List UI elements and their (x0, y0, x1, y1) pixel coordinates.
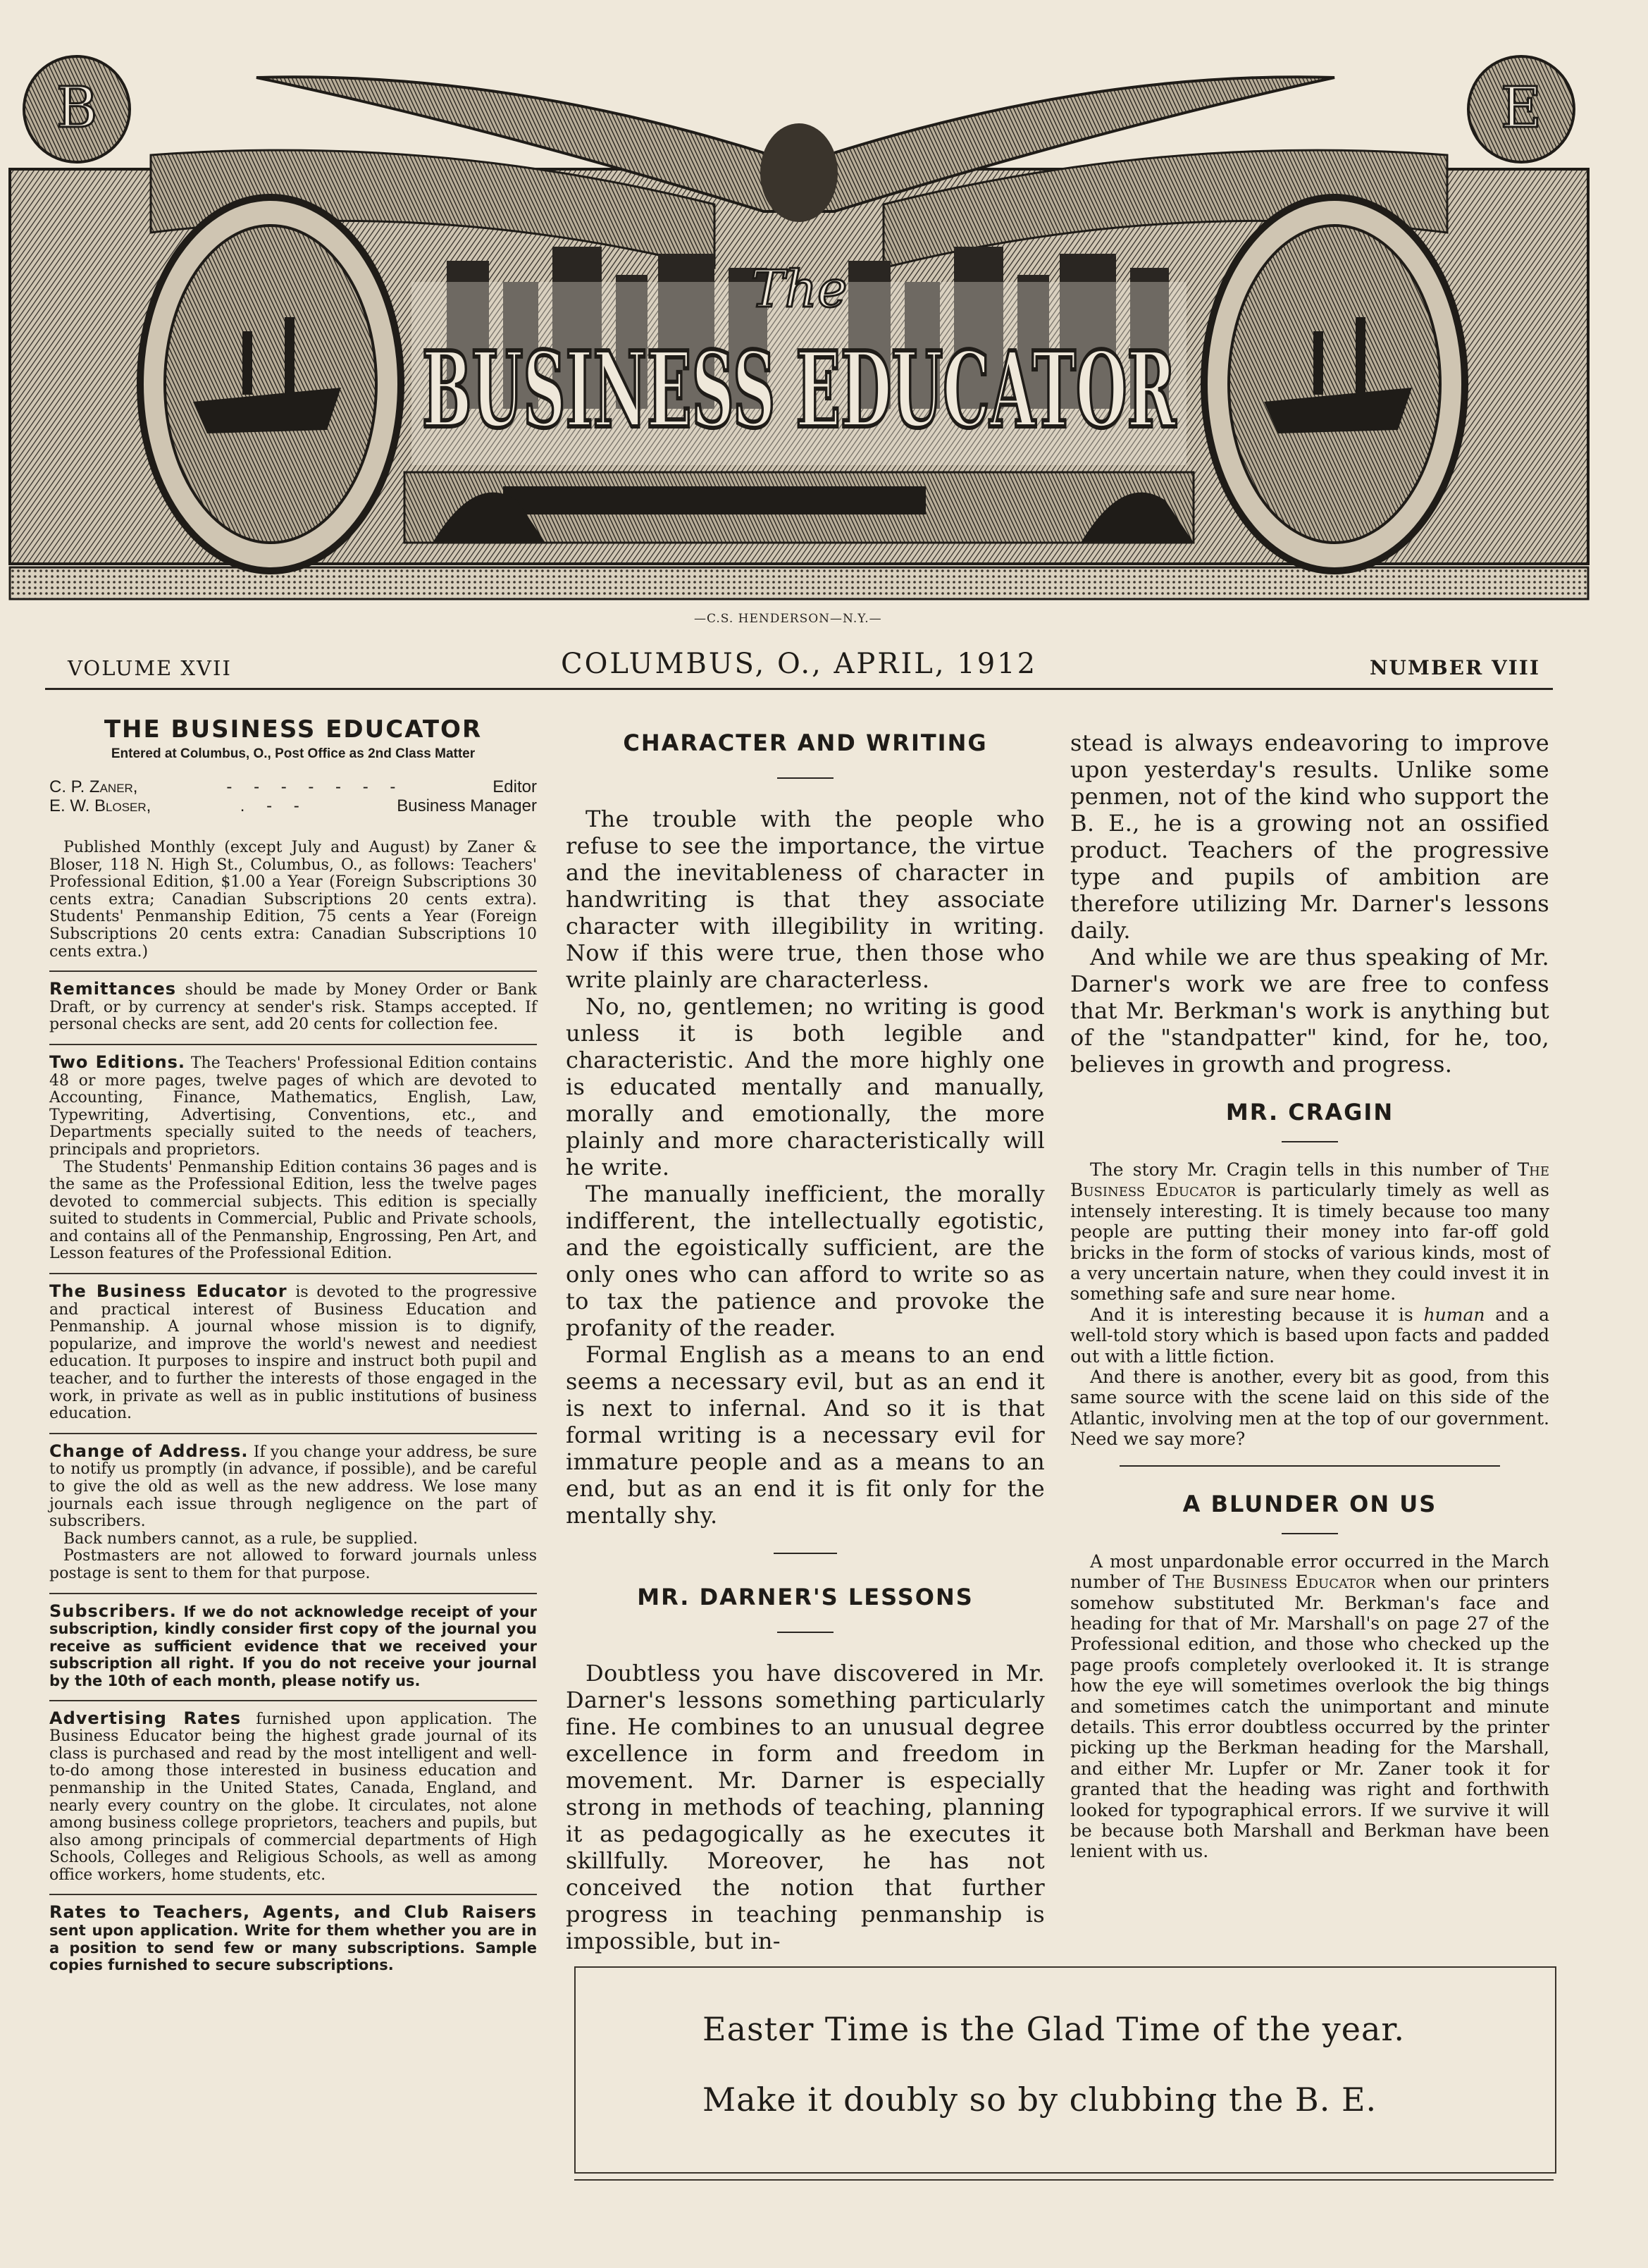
place-date: COLUMBUS, O., APRIL, 1912 (561, 648, 1038, 680)
svg-text:E: E (1500, 75, 1542, 140)
editions-text-1: The Teachers' Professional Edition contains 48 or more pages, twelve pages of which are devoted to Accounting, Finance, Mathematics, English, Law, Typewriting, Advertising, Conventions, etc., and Departments specially suited to the needs of teachers, principals and proprietors. (49, 1054, 537, 1159)
article-body-blunder (1070, 1551, 1549, 1862)
remittances-section (49, 972, 537, 1045)
paragraph: The trouble with the people who refuse to see the importance, the virtue and the inevitableness of character in handwriting is that they associate character with illegibility in writing. Now if this were true, then those who write plainly are characterless. (566, 806, 1045, 993)
paragraph: Formal English as a means to an end seems a necessary evil, but as an end it is next to infernal. And so it is that formal writing is a necessary evil for immature people and as a means to an end, but as an end it is fit only for the mentally shy. (566, 1341, 1045, 1529)
published-section (49, 831, 537, 972)
staff-dash: - - - - - - - (226, 777, 404, 796)
number-label: NUMBER VIII (1369, 656, 1540, 679)
article-heading-blunder: A BLUNDER ON US (1182, 1490, 1437, 1517)
article-heading-darner: MR. DARNER'S LESSONS (637, 1584, 974, 1610)
paragraph (1070, 1551, 1549, 1862)
article-heading-character: CHARACTER AND WRITING (623, 729, 988, 756)
editions-lead: Two Editions. (49, 1052, 186, 1072)
text-run: A most unpardonable error occurred in the March number of (1070, 1551, 1549, 1593)
masthead-illustration (10, 49, 1588, 617)
easter-rule (574, 2179, 1554, 2181)
svg-text:B: B (56, 75, 98, 140)
address-text-3: Postmasters are not allowed to forward journals unless postage is sent to them for that purpose. (49, 1547, 537, 1582)
rates-section (49, 1895, 537, 1983)
article-body-darner-cont (1070, 729, 1549, 1078)
remittances-text: should be made by Money Order or Bank Draft, or by currency at sender's risk. Stamps accepted. If personal checks are sent, add 20 cents for collection fee. (49, 981, 537, 1034)
journal-name: The Business Educator (1070, 1159, 1549, 1201)
paragraph (1070, 1159, 1549, 1305)
address-text-1: If you change your address, be sure to notify us promptly (in advance, if possible), and be careful to give the old as well as the new address. We lose many journals each issue through negligence on the part of subscribers. (49, 1443, 537, 1531)
sidebar-column (49, 715, 537, 1984)
published-text: Published Monthly (except July and August) by Zaner & Bloser, 118 N. High St., Columbus, O., as follows: Teachers' Professional Edition, $1.00 a Year (Foreign Subscriptions 30 cents extra; Canadian Subscriptions 20 cents extra). Students' Penmanship Edition, 75 cents a Year (Foreign Subscriptions 20 cents extra: Canadian Subscriptions 10 cents extra.) (49, 839, 537, 961)
advertising-text: furnished upon application. The Business Educator being the highest grade journal of its class is purchased and read by the most intelligent and well-to-do among those interested in business education and penmanship in the United States, Canada, England, and nearly every country on the globe. It circulates, not alone among business college proprietors, teachers and pupils, but also among principals of commercial departments of High Schools, Colleges and Religious Schools, as well as among office workers, home students, etc. (49, 1710, 538, 1884)
text-run: The story Mr. Cragin tells in this number of (1090, 1159, 1518, 1180)
address-text-2: Back numbers cannot, as a rule, be supplied. (63, 1529, 419, 1548)
paragraph: Doubtless you have discovered in Mr. Darner's lessons something particularly fine. He combines to an unusual degree excellence in form and freedom in movement. Mr. Darner is especially strong in methods of teaching, planning it as pedagogically as he executes it skillfully. Moreover, he has not conceived the notion that further progress in teaching penmanship is impossible, but in- (566, 1660, 1045, 1954)
subscribers-section (49, 1594, 537, 1701)
heading-rule (777, 777, 834, 779)
paragraph: stead is always endeavoring to improve upon yesterday's results. Unlike some penmen, not of the kind who support the B. E., he is a growing not an ossified product. Teachers of the progressive type and pupils of ambition are therefore utilizing Mr. Darner's lessons daily. (1070, 729, 1549, 944)
address-lead: Change of Address. (49, 1441, 249, 1461)
advertising-lead: Advertising Rates (49, 1708, 242, 1728)
paragraph: And while we are thus speaking of Mr. Darner's work we are free to confess that Mr. Berkman's work is anything but of the "standpatter" kind, for he, too, believes in growth and progress. (1070, 944, 1549, 1078)
subscribers-lead: Subscribers. (49, 1601, 177, 1621)
mission-text: is devoted to the progressive and practical interest of Business Education and Penmanship. A journal whose mission is to dignify, popularize, and improve the world's newest and neediest education. It purposes to inspire and instruct both pupil and teacher, and to further the interests of those engaged in the work, in private as well as in public institutions of business education. (49, 1283, 537, 1423)
header-rule (45, 688, 1553, 690)
remittances-lead: Remittances (49, 979, 177, 999)
staff-row (49, 796, 537, 815)
subscribers-text: If we do not acknowledge receipt of your subscription, kindly consider first copy of the journal you receive as sufficient evidence that we received your subscription all right. If you do not receive your journal by the 10th of each month, please notify us. (49, 1603, 537, 1689)
svg-text:The: The (750, 259, 848, 319)
rates-text: sent upon application. Write for them whether you are in a position to send few or many subscriptions. Sample copies furnished to secure subscriptions. (49, 1922, 537, 1974)
staff-name: C. P. Zaner, (49, 777, 138, 796)
issue-line (68, 645, 1540, 687)
article-body-cragin (1070, 1159, 1549, 1450)
paragraph: And there is another, every bit as good, from this same source with the scene laid on this side of the Atlantic, involving men at the top of our government. Need we say more? (1070, 1367, 1549, 1450)
editions-section (49, 1045, 537, 1274)
heading-rule (1282, 1141, 1338, 1142)
staff-row (49, 777, 537, 796)
journal-name: The Business Educator (1172, 1572, 1376, 1593)
paragraph: The manually inefficient, the morally indifferent, the intellectually egotistic, and the egoistically sufficient, are the only ones who can afford to write so as to tax the patience and provoke the profanity of the reader. (566, 1181, 1045, 1341)
staff-role: Business Manager (397, 796, 537, 815)
article-column-right (1070, 729, 1549, 1862)
text-run: when our printers somehow substituted Mr. Berkman's face and heading for that of Mr. Marshall's on page 27 of the Professional edition, and those who checked up the page proofs completely overlooked it. It is strange how the eye will sometimes overlook the big things and sometimes catch the unimportant and minute details. This error doubtless occurred by the printer picking up the Berkman heading for the Marshall, and either Mr. Lupfer or Mr. Zaner took it for granted that the heading was right and forthwith looked for typographical errors. If we survive it will be because both Marshall and Berkman have been lenient with us. (1070, 1572, 1550, 1862)
text-run: and a well-told story which is based upon facts and padded out with a little fiction. (1070, 1304, 1549, 1367)
staff-list (49, 777, 537, 815)
volume-label: VOLUME XVII (68, 656, 232, 680)
article-column-center (566, 729, 1045, 1954)
mission-lead: The Business Educator (49, 1281, 287, 1302)
mission-section (49, 1274, 537, 1434)
svg-text:BUSINESS EDUCATOR: BUSINESS EDUCATOR (422, 328, 1177, 451)
section-rule (774, 1553, 837, 1554)
text-run: And it is interesting because it is (1090, 1304, 1424, 1325)
paragraph (1070, 1305, 1549, 1367)
sidebar-title: THE BUSINESS EDUCATOR (104, 715, 483, 744)
editions-text-2: The Students' Penmanship Edition contains 36 pages and is the same as the Professional Edition, less the twelve pages devoted to commercial subjects. This edition is specially suited to students in Commercial, Public and Private schools, and contains all of the Penmanship, Engrossing, Pen Art, and Lesson features of the Professional Edition. (49, 1158, 537, 1263)
staff-role: Editor (492, 777, 537, 796)
article-body-character (566, 806, 1045, 1529)
easter-line-1: Easter Time is the Glad Time of the year. (702, 2010, 1405, 2048)
entered-notice: Entered at Columbus, O., Post Office as 2nd Class Matter (111, 746, 476, 761)
text-run: is particularly timely as well as intensely interesting. It is timely because too many people are putting their money into far-off gold bricks in the form of stocks of various kinds, most of a very uncertain nature, when they could invest it in something safe and sure near home. (1070, 1180, 1550, 1305)
staff-name: E. W. Bloser, (49, 796, 151, 815)
heading-rule (1282, 1533, 1338, 1534)
engraver-signature: —C.S. HENDERSON—N.Y.— (694, 612, 882, 626)
address-section (49, 1434, 537, 1594)
emphasis: human (1423, 1304, 1485, 1325)
paragraph: No, no, gentlemen; no writing is good unless it is both legible and characteristic. And the more highly one is educated mentally and manually, morally and emotionally, the more plainly and more characteristically will he write. (566, 993, 1045, 1181)
rates-lead: Rates to Teachers, Agents, and Club Raisers (49, 1902, 537, 1923)
advertising-section (49, 1701, 537, 1896)
easter-notice-box (574, 1966, 1556, 2174)
heading-rule (777, 1632, 834, 1633)
staff-dash: . - - (240, 796, 308, 815)
section-rule (1120, 1465, 1500, 1467)
article-heading-cragin: MR. CRAGIN (1225, 1099, 1394, 1126)
article-body-darner (566, 1660, 1045, 1954)
easter-line-2: Make it doubly so by clubbing the B. E. (702, 2081, 1377, 2119)
